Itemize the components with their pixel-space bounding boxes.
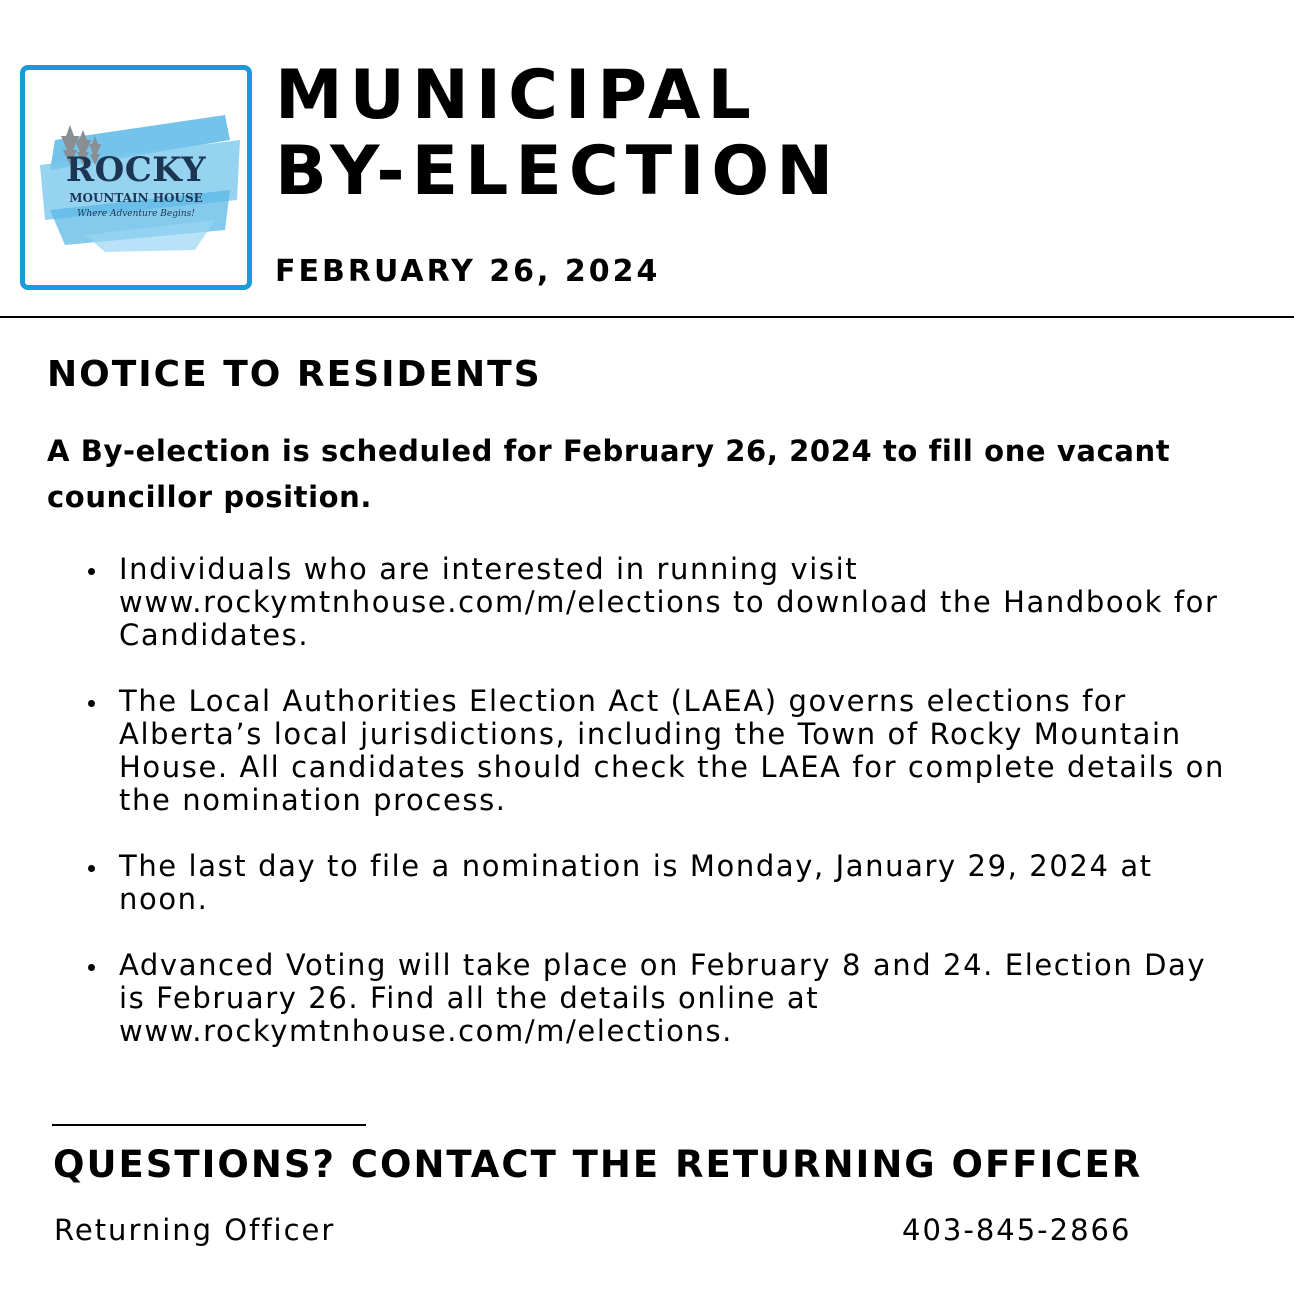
election-date: FEBRUARY 26, 2024 — [275, 254, 661, 289]
notice-lead: A By-election is scheduled for February 26, 2024 to fill one vacant councillor position. — [47, 434, 1171, 514]
notice-bullet-list — [88, 553, 1228, 1081]
contact-heading: QUESTIONS? CONTACT THE RETURNING OFFICER — [53, 1143, 1143, 1186]
contact-divider — [52, 1124, 366, 1126]
bullet-icon — [88, 700, 95, 707]
title-line-1: MUNICIPAL — [275, 56, 758, 135]
notice-heading: NOTICE TO RESIDENTS — [47, 354, 542, 395]
list-item-text: Individuals who are interested in running visit www.rockymtnhouse.com/m/elections to download the Handbook for Candidates. — [119, 552, 1219, 652]
bullet-icon — [88, 964, 95, 971]
list-item — [88, 949, 1228, 1048]
bullet-icon — [88, 865, 95, 872]
contact-name: Returning Officer — [54, 1213, 336, 1247]
logo-wordmark: ROCKY — [65, 150, 207, 190]
list-item — [88, 553, 1228, 652]
logo-tagline: Where Adventure Begins! — [77, 209, 195, 219]
list-item-text: Advanced Voting will take place on February 8 and 24. Election Day is February 26. Find all the details online at www.rockymtnhouse.com/m/elections. — [119, 948, 1207, 1048]
page-title — [275, 58, 840, 210]
title-line-2: BY-ELECTION — [275, 132, 841, 211]
list-item — [88, 850, 1228, 916]
logo-subtitle: MOUNTAIN HOUSE — [69, 191, 203, 205]
town-logo — [20, 65, 252, 290]
header-divider — [0, 316, 1294, 318]
contact-phone: 403-845-2866 — [902, 1213, 1132, 1247]
list-item-text: The last day to file a nomination is Monday, January 29, 2024 at noon. — [119, 849, 1153, 916]
list-item-text: The Local Authorities Election Act (LAEA) governs elections for Alberta’s local jurisdictions, including the Town of Rocky Mountain House. All candidates should check the LAEA for complete details on the nomination process. — [119, 684, 1225, 817]
list-item — [88, 685, 1228, 817]
bullet-icon — [88, 568, 95, 575]
